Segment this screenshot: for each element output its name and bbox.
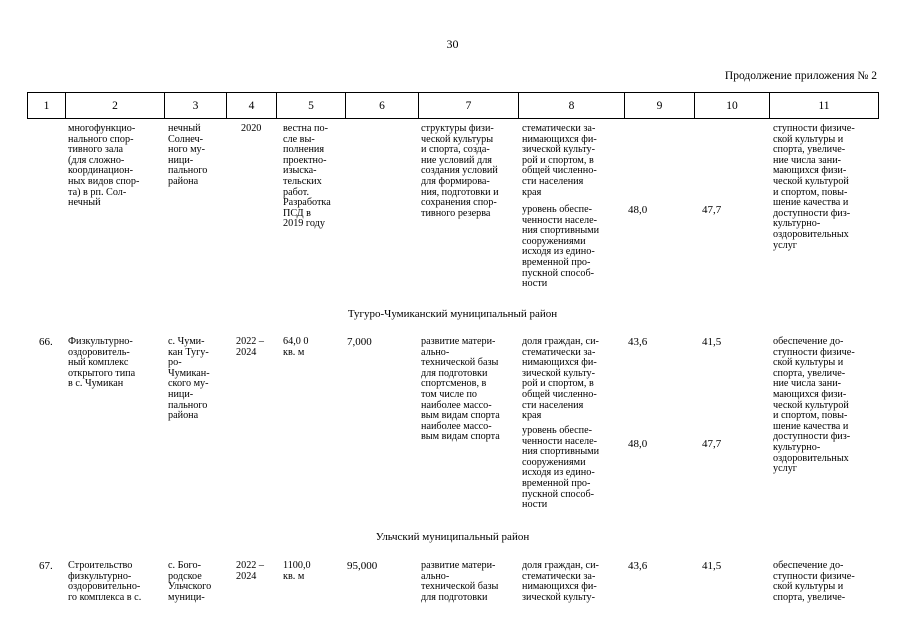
header-cell-11: 11 [770, 93, 879, 118]
cell-indicator-b: уровень обеспе- ченности населе- ния спортивными сооружениями исходя из едино- временной про- пускной способ- ности [522, 425, 600, 511]
header-cell-8: 8 [519, 93, 625, 118]
cell-capacity: 64,0 0 кв. м [283, 336, 309, 358]
cell-indicator-b: уровень обеспе- ченности населе- ния спортивными сооружениями исходя из едино- временной про- пускной способ- ности [522, 204, 600, 290]
header-cell-3: 3 [165, 93, 227, 118]
page-number: 30 [446, 37, 459, 51]
cell-location: с. Чуми- кан Тугу- ро- Чумикан- ского му- ници- пального района [168, 336, 210, 422]
header-cell-10: 10 [695, 93, 770, 118]
cell-capacity: 1100,0 кв. м [283, 560, 311, 582]
cell-location: нечный Солнеч- ного му- ници- пального района [168, 123, 208, 187]
cell-object-name: Физкультурно- оздоровитель- ный комплекс открытого типа в с. Чумикан [68, 336, 136, 390]
cell-object-name: многофункцио- нального спор- тивного зала (для сложно- координацион- ных видов спор- та) в рп. Сол- нечный [68, 123, 140, 209]
cell-object-name: Строительство физкультурно- оздоровительно- го комплекса в с. [68, 560, 142, 603]
cell-indicator-a: стематически за- нимающихся фи- зической культу- рой и спортом, в общей численно- сти населения края [522, 123, 597, 198]
cell-years: 2022 – 2024 [236, 560, 265, 582]
cell-row-number: 66. [39, 336, 53, 348]
cell-goal: развитие матери- ально- технической базы для подготовки спортсменов, в том числе по наиболее массо- вым видам спорта наиболее массо- вым видам спорта [421, 336, 500, 443]
continuation-caption: Продолжение приложения № 2 [724, 70, 877, 82]
cell-value-target-a: 41,5 [702, 336, 722, 348]
cell-cost: 95,000 [347, 560, 378, 572]
cell-capacity: вестна по- сле вы- полнения проектно- изыска- тельских работ. Разработка ПСД в 2019 году [283, 123, 331, 230]
cell-value-target-b: 47,7 [702, 438, 722, 450]
header-cell-7: 7 [419, 93, 519, 118]
cell-value-target-b: 47,7 [702, 204, 722, 216]
cell-cost: 7,000 [347, 336, 372, 348]
cell-row-number: 67. [39, 560, 53, 572]
table-header-row [27, 92, 879, 119]
cell-indicator-a: доля граждан, си- стематически за- нимающихся фи- зической культу- [522, 560, 599, 603]
cell-indicator-a: доля граждан, си- стематически за- нимающихся фи- зической культу- рой и спортом, в общей численно- сти населения края [522, 336, 599, 422]
section-heading-ulchsky: Ульчский муниципальный район [375, 531, 530, 543]
cell-value-2020-b: 48,0 [628, 438, 648, 450]
section-heading-tuguro-chumikansky: Тугуро-Чумиканский муниципальный район [347, 308, 558, 320]
cell-result: ступности физиче- ской культуры и спорта, увеличе- ние числа зани- мающихся физи- ческой культурой и спортом, повы- шение качества и доступности физ- культурно- оздоровительных услуг [773, 123, 855, 251]
cell-years: 2022 – 2024 [236, 336, 265, 358]
cell-goal: развитие матери- ально- технической базы для подготовки [421, 560, 499, 603]
cell-value-2020-a: 43,6 [628, 560, 648, 572]
header-cell-9: 9 [625, 93, 695, 118]
cell-value-2020-b: 48,0 [628, 204, 648, 216]
cell-value-2020-a: 43,6 [628, 336, 648, 348]
cell-result: обеспечение до- ступности физиче- ской культуры и спорта, увеличе- ние числа зани- мающихся физи- ческой культурой и спортом, повы- шение качества и доступности физ- культурно- оздоровительных услуг [773, 336, 855, 475]
header-cell-4: 4 [227, 93, 277, 118]
cell-goal: структуры физи- ческой культуры и спорта, созда- ние условий для создания условий для формирова- ния, подготовки и сохранения спор- тивного резерва [421, 123, 499, 219]
cell-location: с. Бого- родское Ульчского муници- [168, 560, 212, 603]
header-cell-2: 2 [66, 93, 165, 118]
cell-value-target-a: 41,5 [702, 560, 722, 572]
header-cell-6: 6 [346, 93, 419, 118]
header-cell-1: 1 [28, 93, 66, 118]
cell-years: 2020 [241, 123, 262, 134]
header-cell-5: 5 [277, 93, 346, 118]
cell-result: обеспечение до- ступности физиче- ской культуры и спорта, увеличе- [773, 560, 855, 603]
